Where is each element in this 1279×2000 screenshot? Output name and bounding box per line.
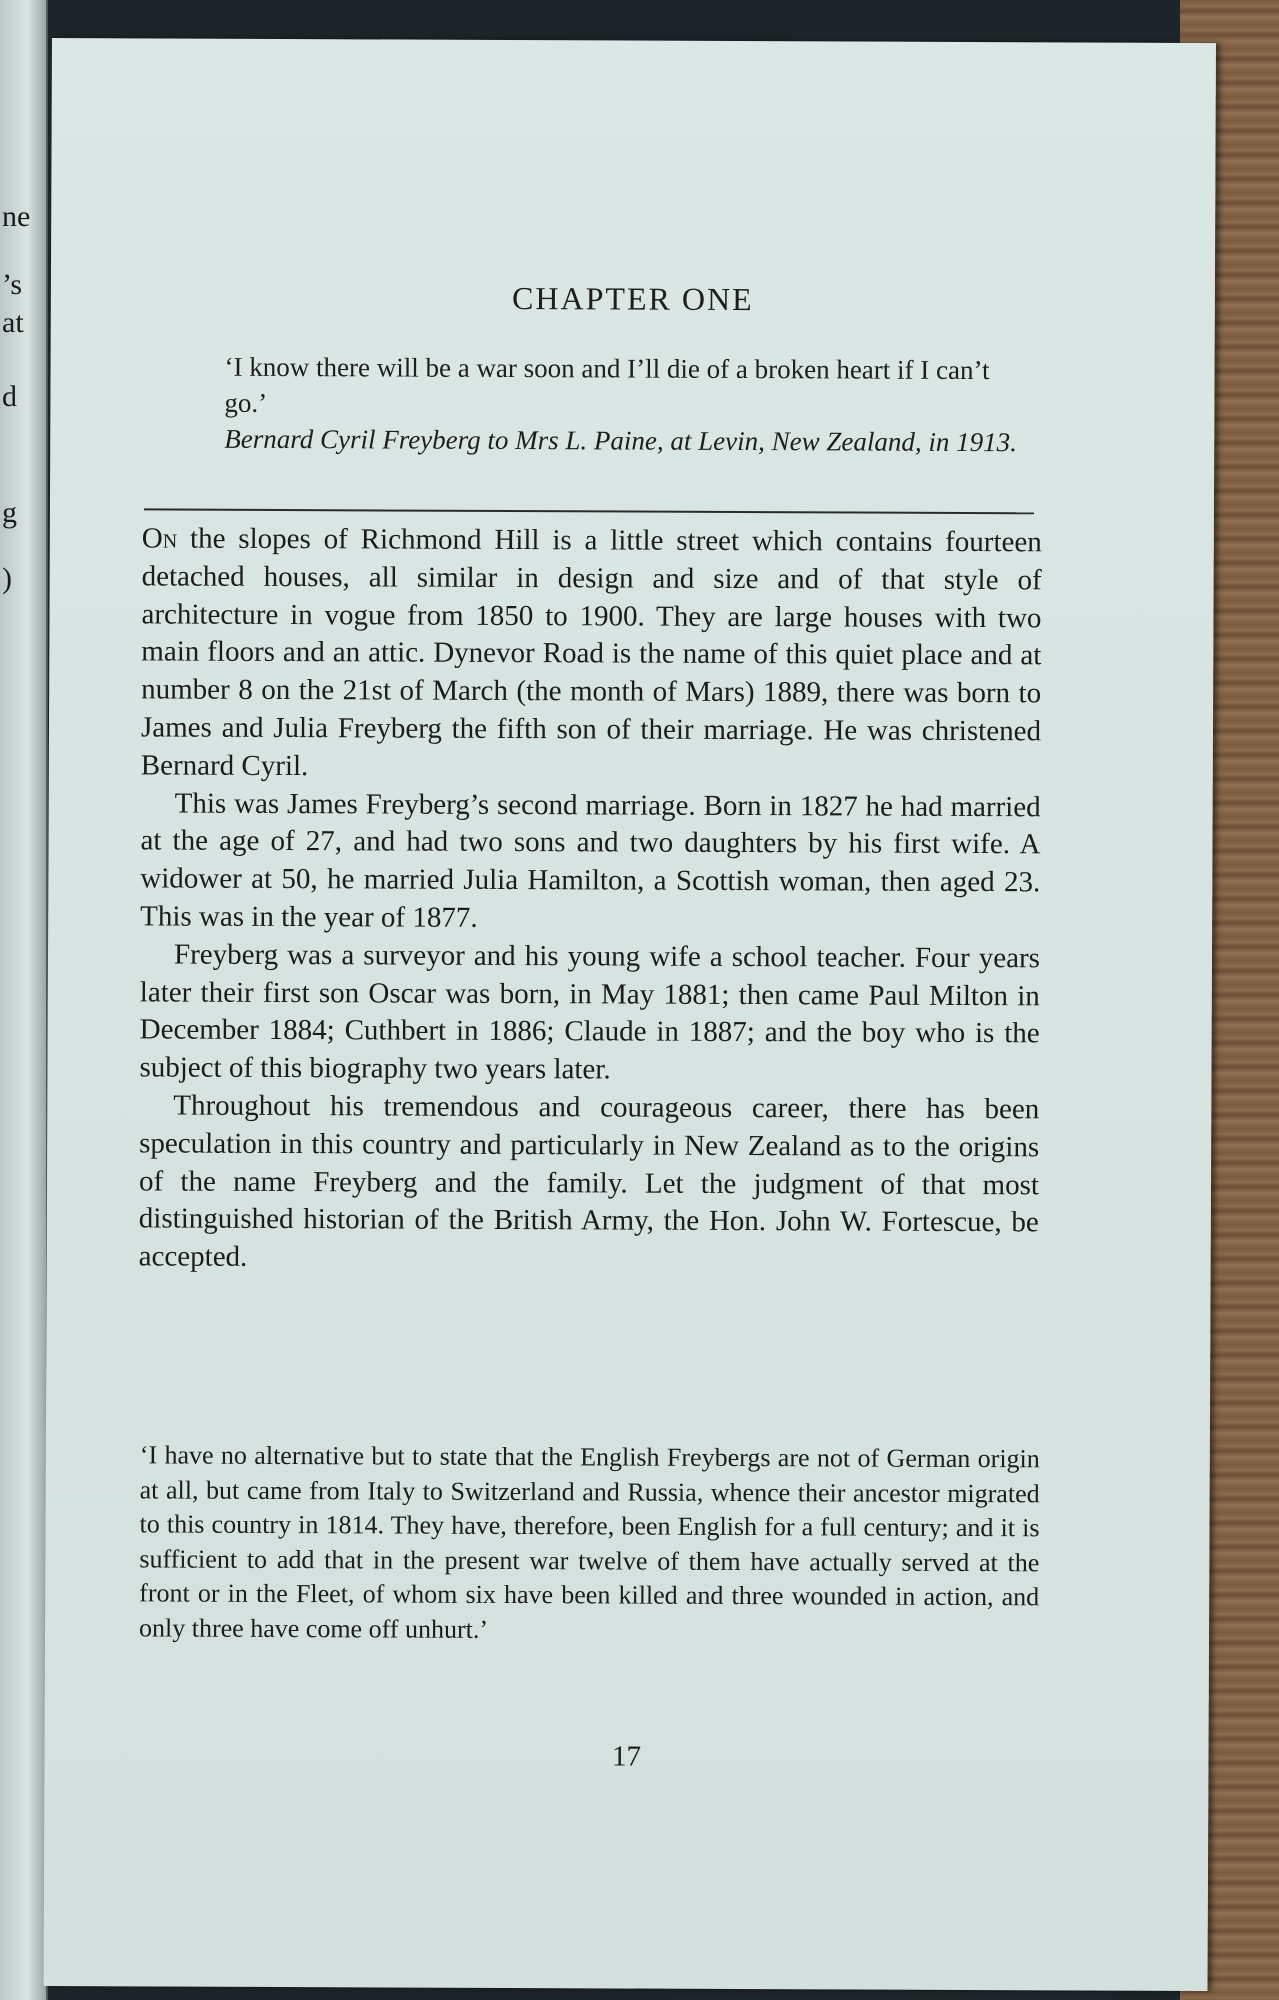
chapter-title: CHAPTER ONE xyxy=(512,280,754,318)
book-page xyxy=(44,38,1216,1991)
block-quote: ‘I have no alternative but to state that the English Freybergs are not of German origin at all, but came from Italy to Switzerland and Russia, whence their ancestor migrated to this country in 1814. They have, therefore, been English for a full century; and it is sufficient to add that in the present war twelve of them have actually served at the front or in the Fleet, of whom six have been killed and three wounded in action, and only three have come off unhurt.’ xyxy=(139,1440,1040,1644)
margin-fragment: at xyxy=(2,306,24,339)
paragraph: This was James Freyberg’s second marriage. Born in 1827 he had married at the age of 27, and had two sons and two daughters by his first wife. A widower at 50, he married Julia Hamilton, a Scottish woman, then aged 23. This was in the year of 1877. xyxy=(140,787,1041,934)
paragraph xyxy=(141,520,1042,789)
margin-fragment: ne xyxy=(2,200,31,233)
margin-fragment: d xyxy=(2,380,17,413)
epigraph-attribution: Bernard Cyril Freyberg to Mrs L. Paine, at Levin, New Zealand, in 1913. xyxy=(224,423,1018,458)
epigraph-quote: ‘I know there will be a war soon and I’ll die of a broken heart if I can’t go.’ xyxy=(224,351,990,418)
paragraph-text: the slopes of Richmond Hill is a little street which contains fourteen detached houses, all similar in design and size and of that style of architecture in vogue from 1850 to 1900. They are large houses with two main floors and an attic. Dynevor Road is the name of this quiet place and at number 8 on the 21st of March (the month of Mars) 1889, there was born to James and Julia Freyberg the fifth son of their marriage. He was christened Bernard Cyril. xyxy=(140,522,1042,782)
margin-fragment: g xyxy=(2,496,17,529)
divider-rule xyxy=(144,508,1034,514)
page-number: 17 xyxy=(611,1740,642,1773)
paragraph: Throughout his tremendous and courageous career, there has been speculation in this country and particularly in New Zealand as to the origins of the name Freyberg and the family. Let the judgment of that most distinguished historian of the British Army, the Hon. John W. Fortescue, be accepted. xyxy=(138,1089,1040,1274)
previous-page-edge xyxy=(0,0,48,2000)
epigraph xyxy=(224,349,1024,460)
drop-lead-word: On xyxy=(141,522,178,555)
margin-fragment: ’s xyxy=(2,268,23,301)
margin-fragment: ) xyxy=(2,562,12,595)
paragraph: Freyberg was a surveyor and his young wife a school teacher. Four years later their first son Oscar was born, in May 1881; then came Paul Milton in December 1884; Cuthbert in 1886; Claude in 1887; and the boy who is the subject of this biography two years later. xyxy=(139,938,1041,1086)
body-text xyxy=(139,520,1042,1280)
